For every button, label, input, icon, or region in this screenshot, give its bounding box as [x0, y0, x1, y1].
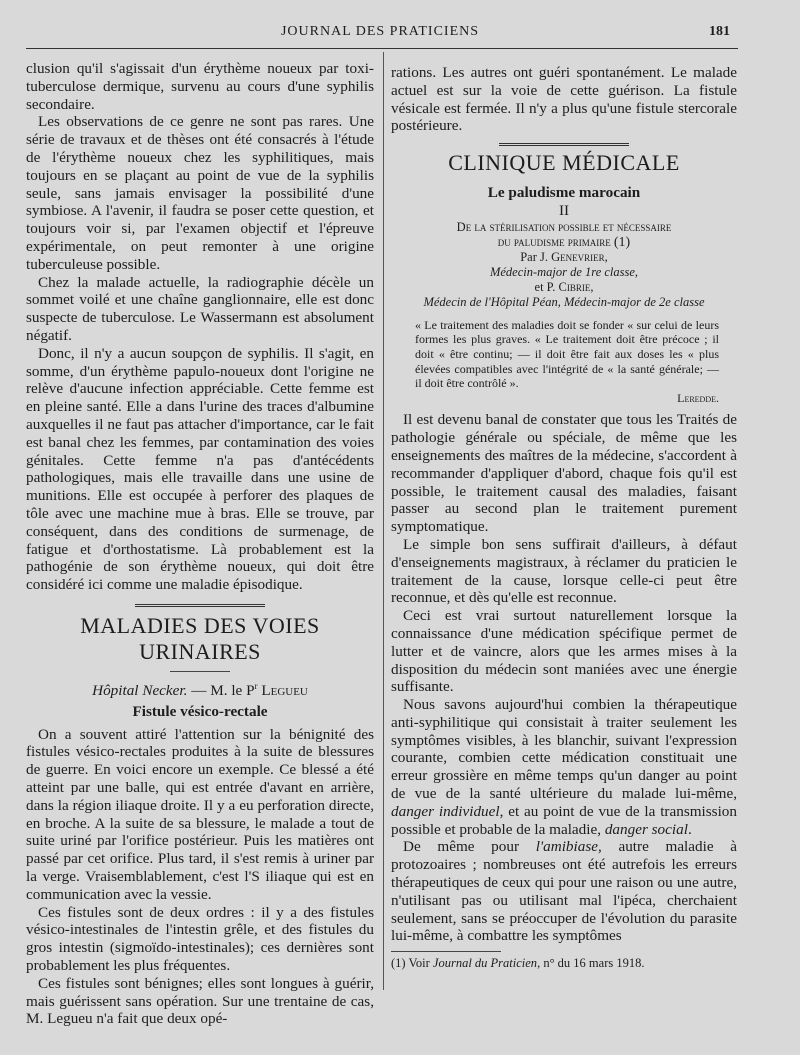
- dash: — M. le P: [187, 681, 255, 699]
- right-column: [391, 64, 737, 971]
- paragraph: Ceci est vrai surtout naturellement lorsque la connaissance d'une médication spécifique permet de lutter et de vaincre, alors que les armes mises à la disposition du médecin sont maniées avec une énergie suffisante.: [391, 607, 737, 696]
- by-label: Par J.: [520, 249, 552, 264]
- page-number: 181: [709, 24, 730, 39]
- subtitle-line: du paludisme primaire: [497, 234, 611, 249]
- section-rule: [499, 143, 629, 146]
- and-label: et P.: [534, 279, 559, 294]
- author-name: Legueu: [257, 681, 308, 699]
- text-run: .: [687, 820, 692, 838]
- text-run: De même pour: [403, 838, 536, 856]
- paragraph: Il est devenu banal de constater que tous les Traités de pathologie générale ou spéciale, de même que les enseignements des maîtres de la médecine, s'accordent à recommander d'appliquer d'abord, chaque fois qu'il est possible, le traitement causal des maladies, faisant passer au second plan le traitement purement symptomatique.: [391, 411, 737, 536]
- paragraph: [391, 838, 737, 945]
- author-title: Médecin de l'Hôpital Péan, Médecin-major de 2e classe: [423, 294, 705, 309]
- running-header: [30, 22, 730, 46]
- section-title: CLINIQUE MÉDICALE: [448, 150, 680, 176]
- emphasis: danger individuel: [391, 802, 500, 820]
- journal-title: JOURNAL DES PRATICIENS: [280, 24, 480, 39]
- superscript: r: [254, 680, 258, 691]
- epigraph: [415, 318, 719, 406]
- author-title: Médecin-major de 1re classe,: [489, 264, 639, 279]
- section-title: MALADIES DES VOIES URINAIRES: [80, 612, 320, 664]
- paragraph: Le simple bon sens suffirait d'ailleurs, à défaut d'enseignements magistraux, à réclamer du praticien le traitement de la cause, lorsque celle-ci peut être reconnue, et dès qu'elle est reconnue.: [391, 535, 737, 607]
- paragraph: Les observations de ce genre ne sont pas rares. Une série de travaux et de thèses ont été consacrés à l'étude de l'érythème noueux chez les syphilitiques, mais toujours en se plaçant au point de vue de la syphilis seule, sans jamais envisager la possibilité d'une symbiose. A l'avenir, il faudra se poser cette question, et toujours voir si, par l'examen objectif et l'épreuve expérimentale, on peut remonter à une origine tuberculeuse possible.: [26, 113, 374, 273]
- short-rule: [170, 671, 230, 672]
- article-title: Le paludisme marocain: [487, 184, 641, 202]
- article-part: II: [558, 201, 570, 219]
- epigraph-text: « Le traitement des maladies doit se fonder « sur celui de leurs formes les plus graves. « Le traitement doit être précoce ; il doit « être continu; — il doit être fait aux doses les « plus élevées compatibles avec l'intégrité de « la santé générale; — il doit être contrôlé ».: [415, 317, 719, 391]
- article-subtitle: Fistule vésico-rectale: [132, 702, 268, 720]
- epigraph-author: Leredde.: [677, 390, 719, 405]
- lecture-source: [26, 678, 374, 700]
- paragraph: Ces fistules sont de deux ordres : il y a des fistules vésico-intestinales de l'intestin grêle, et des fistules du gros intestin (sigmoïdo-intestinales); ces dernières sont probablement les plus fréquentes.: [26, 903, 374, 974]
- text-run: , n° du 16 mars 1918.: [537, 956, 645, 971]
- footnote-rule: [391, 951, 501, 952]
- text-run: , autre maladie à protozoaires ; nombreuses ont été autrefois les erreurs thérapeutiques de ceux qui pour une raison ou une autre, n'utilisant pas ou utilisant mal l'ipéca, cherchaient seulement, sans se préoccuper de l'évolution du parasite lui-même, à combattre les symptômes: [391, 838, 737, 945]
- paragraph: clusion qu'il s'agissait d'un érythème noueux par toxi-tuberculose dermique, survenu au cours d'une syphilis secondaire.: [26, 60, 374, 113]
- author-name: Genevrier,: [551, 249, 608, 264]
- author-name: Cibrie,: [558, 279, 594, 294]
- text-run: (1) Voir: [391, 956, 433, 971]
- paragraph: Ces fistules sont bénignes; elles sont longues à guérir, mais guérissent sans opération. Sur une trentaine de cas, M. Legueu n'a fait que deux opé-: [26, 974, 374, 1028]
- footnote-ref: (1): [613, 234, 631, 250]
- text-run: , et au point de vue de la transmission possible et probable de la maladie,: [391, 802, 737, 838]
- emphasis: l'amibiase: [535, 838, 598, 856]
- paragraph: On a souvent attiré l'attention sur la bénignité des fistules vésico-rectales produites à la suite de blessures de guerre. En voici encore un exemple. Ce blessé a été atteint par une balle, qui est entrée d'avant en arrière, dans la région iliaque droite. Il y a eu perforation directe, en broche. A la suite de sa blessure, le malade a tout de suite uriné par l'orifice postérieur. Puis les matières ont passé par cet orifice. Plus tard, il s'est remis à uriner par la verge. Vraisemblablement, c'est l'S iliaque qui est en communication avec la vessie.: [26, 725, 374, 903]
- paragraph: Chez la malade actuelle, la radiographie décèle un sommet voilé et une chaîne ganglionnaire, elle est donc suspecte de tuberculose. Le Wassermann est absolument négatif.: [26, 273, 374, 344]
- paragraph: [391, 696, 737, 838]
- byline: [391, 280, 737, 295]
- column-divider: [383, 52, 384, 990]
- article-subtitle: [391, 220, 737, 250]
- paragraph: rations. Les autres ont guéri spontanément. Le malade actuel est sur la voie de cette guérison. La fistule vésicale est fermée. Il n'y a plus qu'une fistule stercorale postérieure.: [391, 64, 737, 135]
- text-run: Nous savons aujourd'hui combien la thérapeutique anti-syphilitique qui consistait à traiter seulement les symptômes visibles, à les blanchir, suivant l'expression courante, combien cette médication constituait une erreur grossière en même temps qu'un danger au point de vue de la santé ultérieure du malade lui-même,: [391, 696, 737, 803]
- subtitle-line: De la stérilisation possible et nécessaire: [456, 219, 672, 234]
- paragraph: Donc, il n'y a aucun soupçon de syphilis. Il s'agit, en somme, d'un érythème papulo-noueux dont l'origine ne relève d'aucune infection appréciable. Cette femme est en pleine santé. Elle a dans l'urine des traces d'albumine auxquelles il ne faut pas attacher d'importance, car le fait est banal chez les femmes, par contamination des voies génitales. Cette femme n'a pas d'antécédents pathologiques, mais elle travaille dans une usine de munitions. Elle est occupée à perforer des plaques de tôle avec une machine mue à bras. Elle se trouve, par conséquent, dans des conditions de surmenage, de fatigue et d'orthostatisme. Là probablement est la pathogénie de son érythème noueux, qui doit être considéré ici comme une maladie épisodique.: [26, 344, 374, 594]
- emphasis: danger social: [604, 820, 688, 838]
- header-rule: [26, 48, 738, 49]
- footnote: [391, 956, 737, 971]
- section-rule: [135, 604, 265, 607]
- left-column: [26, 60, 374, 1028]
- byline: [391, 250, 737, 265]
- hospital-name: Hôpital Necker.: [92, 681, 188, 699]
- emphasis: Journal du Praticien: [432, 956, 538, 971]
